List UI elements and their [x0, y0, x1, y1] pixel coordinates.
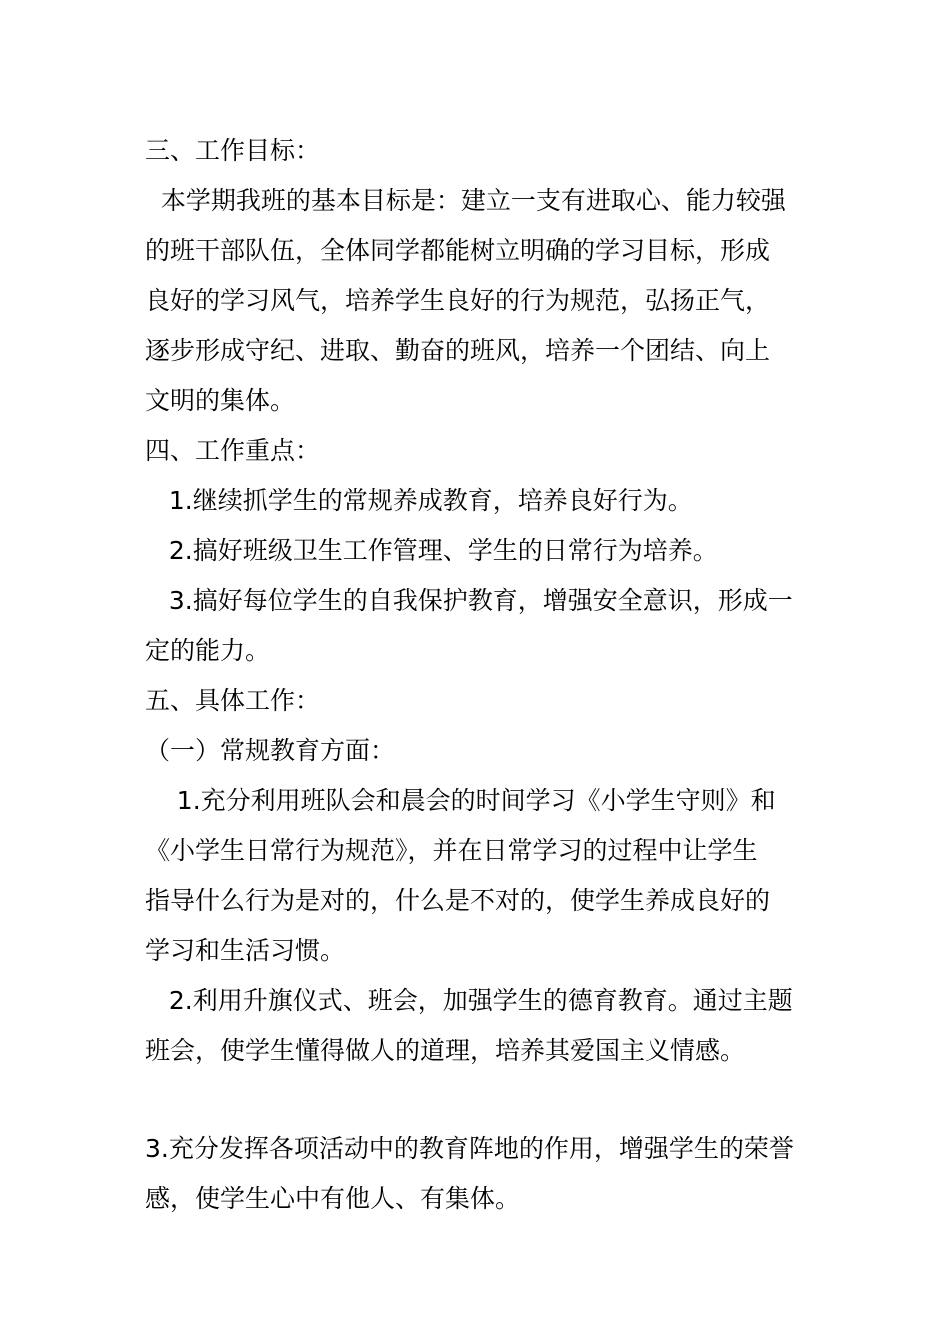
list-item: 1.充分利用班队会和晨会的时间学习《小学生守则》和: [145, 786, 776, 815]
paragraph-line: 的班干部队伍，全体同学都能树立明确的学习目标，形成: [145, 236, 771, 265]
paragraph-line: 逐步形成守纪、进取、勤奋的班风，培养一个团结、向上: [145, 336, 771, 365]
subheading-routine-education: （一）常规教育方面：: [145, 736, 396, 765]
paragraph-line: 班会，使学生懂得做人的道理，培养其爱国主义情感。: [145, 1036, 746, 1065]
paragraph-line: 学习和生活习惯。: [145, 936, 346, 965]
paragraph-line: 指导什么行为是对的，什么是不对的，使学生养成良好的: [145, 886, 771, 915]
paragraph-line: 良好的学习风气，培养学生良好的行为规范，弘扬正气，: [145, 286, 771, 315]
list-item: 2.利用升旗仪式、班会，加强学生的德育教育。通过主题: [145, 986, 793, 1015]
paragraph-line: 本学期我班的基本目标是：建立一支有进取心、能力较强: [145, 186, 786, 215]
paragraph-line: 定的能力。: [145, 636, 271, 665]
paragraph-line: 《小学生日常行为规范》，并在日常学习的过程中让学生: [145, 836, 758, 865]
heading-specific-work: 五、具体工作：: [145, 686, 321, 715]
heading-work-focus: 四、工作重点：: [145, 436, 321, 465]
list-item: 3.搞好每位学生的自我保护教育，增强安全意识，形成一: [145, 586, 793, 615]
list-item: 1.继续抓学生的常规养成教育，培养良好行为。: [145, 486, 693, 515]
paragraph-line: 文明的集体。: [145, 386, 296, 415]
heading-work-goals: 三、工作目标：: [145, 136, 321, 165]
list-item: 2.搞好班级卫生工作管理、学生的日常行为培养。: [145, 536, 718, 565]
paragraph-line: 感，使学生心中有他人、有集体。: [145, 1184, 521, 1213]
list-item: 3.充分发挥各项活动中的教育阵地的作用，增强学生的荣誉: [145, 1134, 794, 1163]
